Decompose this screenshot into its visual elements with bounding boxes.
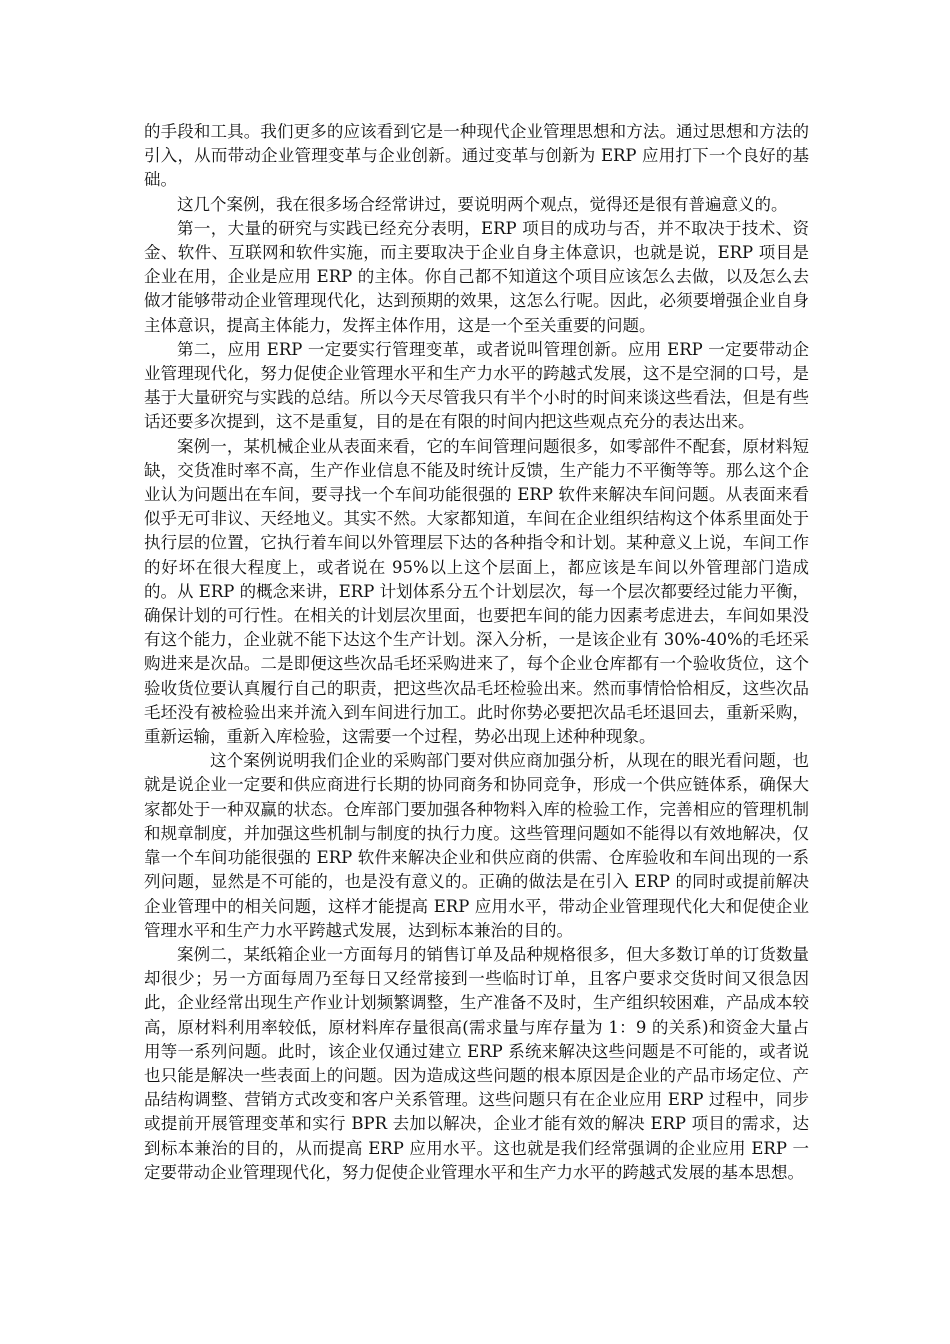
paragraph-case-one-analysis: 这个案例说明我们企业的采购部门要对供应商加强分析，从现在的眼光看问题，也就是说企业一定要和供应商进行长期的协同商务和协同竞争，形成一个供应链体系，确保大家都处于一种双赢的状态。仓库部门要加强各种物料入库的检验工作，完善相应的管理机制和规章制度，并加强这些机制与制度的执行力度。这些管理问题如不能得以有效地解决，仅靠一个车间功能很强的 ERP 软件来解决企业和供应商的供需、仓库验收和车间出现的一系列问题，显然是不可能的，也是没有意义的。正确的做法是在引入 ERP 的同时或提前解决企业管理中的相关问题，这样才能提高 ERP 应用水平，带动企业管理现代化大和促使企业管理水平和生产力水平跨越式发展，达到标本兼治的目的。 [144, 751, 809, 940]
document-page [144, 120, 809, 1185]
paragraph-intro-continued: 的手段和工具。我们更多的应该看到它是一种现代企业管理思想和方法。通过思想和方法的引入，从而带动企业管理变革与企业创新。通过变革与创新为 ERP 应用打下一个良好的基础。 [144, 122, 809, 190]
paragraph-two-points: 这几个案例，我在很多场合经常讲过，要说明两个观点，觉得还是很有普遍意义的。 [177, 194, 788, 214]
paragraph-point-one: 第一，大量的研究与实践已经充分表明，ERP 项目的成功与否，并不取决于技术、资金、软件、互联网和软件实施，而主要取决于企业自身主体意识，也就是说，ERP 项目是企业在用，企业是应用 ERP 的主体。你自己都不知道这个项目应该怎么去做，以及怎么去做才能够带动企业管理现代化，达到预期的效果，这怎么行呢。因此，必须要增强企业自身主体意识，提高主体能力，发挥主体作用，这是一个至关重要的问题。 [144, 218, 809, 335]
paragraph-case-two: 案例二，某纸箱企业一方面每月的销售订单及品种规格很多，但大多数订单的订货数量却很少；另一方面每周乃至每日又经常接到一些临时订单，且客户要求交货时间又很急因此，企业经常出现生产作业计划频繁调整，生产准备不及时，生产组织较困难，产品成本较高，原材料利用率较低，原材料库存量很高(需求量与库存量为 1：9 的关系)和资金大量占用等一系列问题。此时，该企业仅通过建立 ERP 系统来解决这些问题是不可能的，或者说也只能是解决一些表面上的问题。因为造成这些问题的根本原因是企业的产品市场定位、产品结构调整、营销方式改变和客户关系管理。这些问题只有在企业应用 ERP 过程中，同步或提前开展管理变革和实行 BPR 去加以解决，企业才能有效的解决 ERP 项目的需求，达到标本兼治的目的，从而提高 ERP 应用水平。这也就是我们经常强调的企业应用 ERP 一定要带动企业管理现代化，努力促使企业管理水平和生产力水平的跨越式发展的基本思想。 [144, 944, 809, 1182]
paragraph-case-one: 案例一，某机械企业从表面来看，它的车间管理问题很多，如零部件不配套，原材料短缺，交货准时率不高，生产作业信息不能及时统计反馈，生产能力不平衡等等。那么这个企业认为问题出在车间，要寻找一个车间功能很强的 ERP 软件来解决车间问题。从表面来看似乎无可非议、天经地义。其实不然。大家都知道，车间在企业组织结构这个体系里面处于执行层的位置，它执行着车间以外管理层下达的各种指令和计划。某种意义上说，车间工作的好坏在很大程度上，或者说在 95%以上这个层面上，都应该是车间以外管理部门造成的。从 ERP 的概念来讲，ERP 计划体系分五个计划层次，每一个层次都要经过能力平衡，确保计划的可行性。在相关的计划层次里面，也要把车间的能力因素考虑进去，车间如果没有这个能力，企业就不能下达这个生产计划。深入分析，一是该企业有 30%-40%的毛坯采购进来是次品。二是即便这些次品毛坯采购进来了，每个企业仓库都有一个验收货位，这个验收货位要认真履行自己的职责，把这些次品毛坯检验出来。然而事情恰恰相反，这些次品毛坯没有被检验出来并流入到车间进行加工。此时你势必要把次品毛坯退回去，重新采购，重新运输，重新入库检验，这需要一个过程，势必出现上述种种现象。 [144, 436, 809, 747]
paragraph-point-two: 第二，应用 ERP 一定要实行管理变革，或者说叫管理创新。应用 ERP 一定要带动企业管理现代化，努力促使企业管理水平和生产力水平的跨越式发展，这不是空洞的口号，是基于大量研究与实践的总结。所以今天尽管我只有半个小时的时间来谈这些看法，但是有些话还要多次提到，这不是重复，目的是在有限的时间内把这些观点充分的表达出来。 [144, 339, 809, 432]
